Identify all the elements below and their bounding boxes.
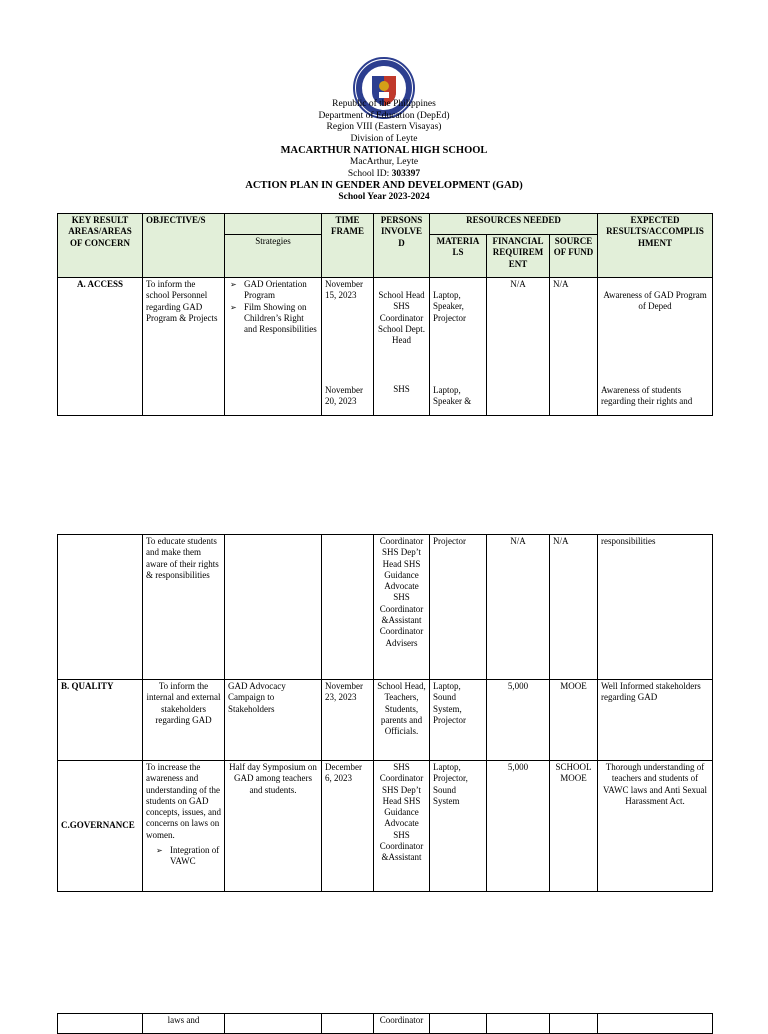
table-row-access xyxy=(58,278,713,416)
expected-access: Awareness of GAD Program of Deped Awareness of students regarding their rights and xyxy=(598,278,713,416)
time-quality: November 23, 2023 xyxy=(322,680,374,761)
kra-governance: C.GOVERNANCE xyxy=(58,761,143,892)
header-financial: FINANCIAL REQUIREM ENT xyxy=(487,235,550,278)
objective-governance: To increase the awareness and understanding of the students on GAD concepts, issues, and concerns on laws on women. ➢ Integration of VAWC xyxy=(143,761,225,892)
table-row-governance xyxy=(58,761,713,892)
expected-access-cont: responsibilities xyxy=(598,535,713,680)
school-year: School Year 2023-2024 xyxy=(338,191,430,202)
school-id: 303397 xyxy=(391,168,421,179)
persons-access: School Head SHS Coordinator School Dept. Head SHS xyxy=(374,278,430,416)
objective-quality: To inform the internal and external stakeholders regarding GAD xyxy=(143,680,225,761)
header-persons: PERSONS INVOLVE D xyxy=(374,214,430,278)
materials-access: Laptop, Speaker, Projector Laptop, Speaker & xyxy=(430,278,487,416)
header-line-4: Division of Leyte xyxy=(350,133,418,144)
strategy-item: ➢ Film Showing on Children’s Right and Responsibilities xyxy=(228,302,318,336)
time-governance: December 6, 2023 xyxy=(322,761,374,892)
strategies-access-cont xyxy=(225,535,322,680)
kra-access-cont xyxy=(58,535,143,680)
header-kra: KEY RESULT AREAS/AREAS OF CONCERN xyxy=(58,214,143,278)
strategies-access xyxy=(225,278,322,416)
persons-governance-cont: Coordinator xyxy=(374,1014,430,1034)
plan-title: ACTION PLAN IN GENDER AND DEVELOPMENT (GAD) xyxy=(245,180,523,192)
financial-access: N/A xyxy=(487,278,550,416)
kra-access: A. ACCESS xyxy=(58,278,143,416)
header-resources: RESOURCES NEEDED xyxy=(430,214,598,235)
materials-governance: Laptop, Projector, Sound System xyxy=(430,761,487,892)
objective-bullet: ➢ Integration of VAWC xyxy=(154,845,221,868)
objective-access: To inform the school Personnel regarding GAD Program & Projects xyxy=(143,278,225,416)
financial-governance: 5,000 xyxy=(487,761,550,892)
school-location: MacArthur, Leyte xyxy=(349,156,419,167)
persons-governance: SHS Coordinator SHS Dep’t Head SHS Guidance Advocate SHS Coordinator &Assistant xyxy=(374,761,430,892)
school-id-line: School ID: 303397 xyxy=(347,168,421,179)
header-time-frame: TIME FRAME xyxy=(322,214,374,278)
persons-quality: School Head, Teachers, Students, parents and Officials. xyxy=(374,680,430,761)
header-source: SOURCE OF FUND xyxy=(550,235,598,278)
expected-governance: Thorough understanding of teachers and students of VAWC laws and Anti Sexual Harassment Act. xyxy=(598,761,713,892)
materials-access-cont: Projector xyxy=(430,535,487,680)
persons-access-cont: Coordinator SHS Dep’t Head SHS Guidance Advocate SHS Coordinator &Assistant Coordinator Advisers xyxy=(374,535,430,680)
action-plan-table-part-2 xyxy=(57,534,713,892)
strategy-quality: GAD Advocacy Campaign to Stakeholders xyxy=(225,680,322,761)
time-access: November 15, 2023 November 20, 2023 xyxy=(322,278,374,416)
materials-quality: Laptop, Sound System, Projector xyxy=(430,680,487,761)
time-access-cont xyxy=(322,535,374,680)
header-expected: EXPECTED RESULTS/ACCOMPLIS HMENT xyxy=(598,214,713,278)
action-plan-table-part-1 xyxy=(57,213,713,416)
school-name: MACARTHUR NATIONAL HIGH SCHOOL xyxy=(280,145,488,157)
header-strategies: Strategies xyxy=(225,235,322,278)
header-materials: MATERIA LS xyxy=(430,235,487,278)
table-row-access-continued xyxy=(58,535,713,680)
source-access: N/A xyxy=(550,278,598,416)
strategy-governance: Half day Symposium on GAD among teachers and students. xyxy=(225,761,322,892)
kra-quality: B. QUALITY xyxy=(58,680,143,761)
header-line-1: Republic of the Philippines xyxy=(332,99,436,109)
header-strategies-top xyxy=(225,214,322,235)
header-objectives: OBJECTIVE/S xyxy=(143,214,225,278)
financial-quality: 5,000 xyxy=(487,680,550,761)
objective-access-cont: To educate students and make them aware of their rights & responsibilities xyxy=(143,535,225,680)
source-quality: MOOE xyxy=(550,680,598,761)
source-access-cont: N/A xyxy=(550,535,598,680)
expected-quality: Well Informed stakeholders regarding GAD xyxy=(598,680,713,761)
header-line-2: Department of Education (DepEd) xyxy=(318,110,450,121)
table-row-quality xyxy=(58,680,713,761)
header-line-3: Region VIII (Eastern Visayas) xyxy=(326,122,442,133)
objective-governance-cont: laws and xyxy=(143,1014,225,1034)
strategy-item: ➢ GAD Orientation Program xyxy=(228,279,318,302)
document-header xyxy=(0,99,768,203)
source-governance: SCHOOL MOOE xyxy=(550,761,598,892)
financial-access-cont: N/A xyxy=(487,535,550,680)
